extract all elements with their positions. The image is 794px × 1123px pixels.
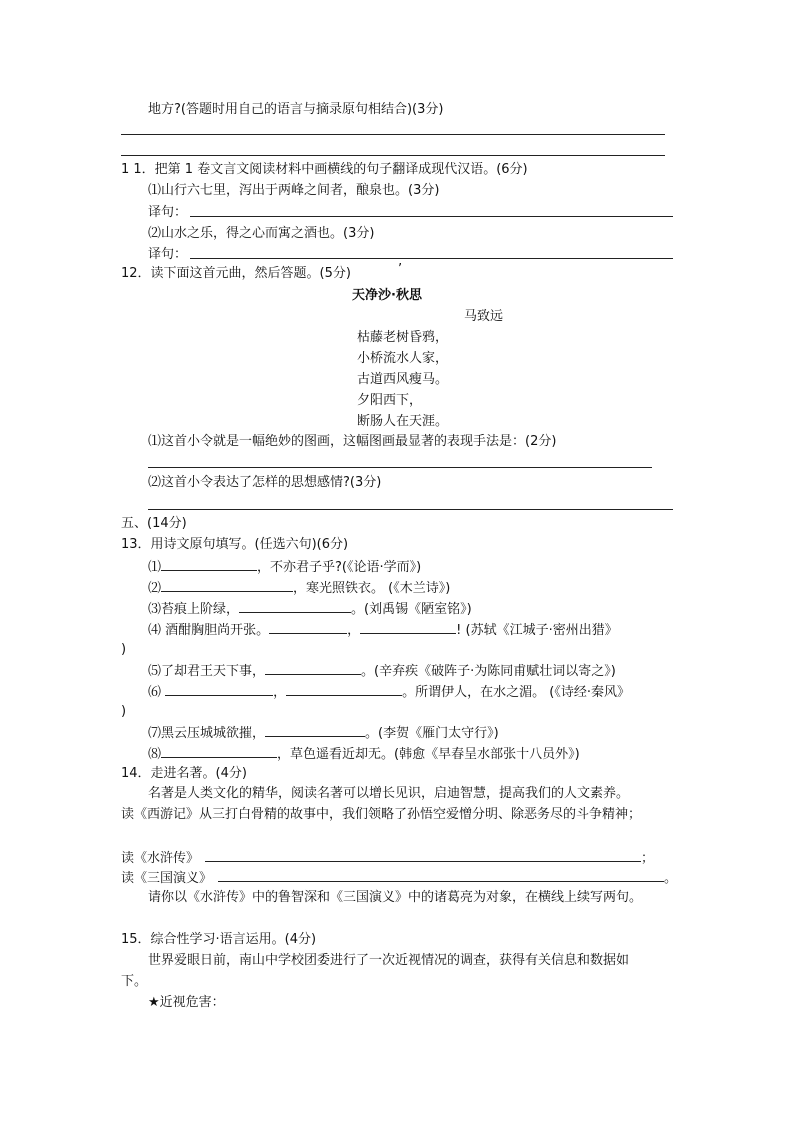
q12-title: 12．读下面这首元曲，然后答题。(5分) [121,266,351,281]
q14-reading-sanguo [121,869,677,887]
poem-line: 枯藤老树昏鸦， [357,330,449,345]
item-suffix: 。(李贺《雁门太守行》) [365,726,499,741]
item-prefix: ⑷ 酒酣胸胆尚开张。 [148,623,270,638]
item-prefix: ⑵ [148,581,162,596]
item-suffix: ，草色遥看近却无。(韩愈《早春呈水部张十八员外》) [277,747,580,762]
q13-item-2 [148,579,450,597]
item-mid: ， [347,623,361,638]
answer-line[interactable] [148,509,673,510]
q12-sub-2: ⑵这首小令表达了怎样的思想感情?(3分) [148,475,382,490]
fill-blank[interactable] [360,621,456,634]
reading-label: 读《三国演义》 [121,871,213,886]
q13-item-3 [148,600,472,618]
fill-blank[interactable] [205,849,641,862]
item-prefix: ⑸了却君王天下事， [148,664,266,679]
translation-line-2[interactable] [190,258,673,259]
stray-mark: ’ [398,262,403,277]
answer-line[interactable] [148,467,652,468]
item-suffix: ! (苏轼《江城子·密州出猎》 [456,623,618,638]
star-icon: ★ [148,995,160,1010]
item-suffix: 。(刘禹锡《陋室铭》) [351,602,472,617]
poem-line: 小桥流水人家， [357,351,449,366]
heading-text: 近视危害： [159,995,225,1010]
item-prefix: ⑻ [148,747,162,762]
item-mid: ， [273,685,287,700]
fill-blank[interactable] [239,600,351,613]
q15-intro-wrap: 下。 [121,974,148,989]
poem-line: 断肠人在天涯。 [357,414,449,429]
q11-title: 1 1．把第 1 卷文言文阅读材料中画横线的句子翻译成现代汉语。(6分) [121,162,528,177]
q14-instruction: 请你以《水浒传》中的鲁智深和《三国演义》中的诸葛亮为对象，在横线上续写两句。 [148,890,643,905]
q15-title: 15．综合性学习·语言运用。(4分) [121,932,317,947]
item-prefix: ⑹ [148,685,166,700]
fill-blank[interactable] [161,579,293,592]
section-5-title: 五、(14分) [121,516,187,531]
fill-blank[interactable] [161,558,257,571]
q14-title: 14．走进名著。(4分) [121,766,247,781]
q15-intro: 世界爱眼日前，南山中学校团委进行了一次近视情况的调查，获得有关信息和数据如 [148,953,630,968]
q13-item-1 [148,558,421,576]
q13-title: 13．用诗文原句填写。(任选六句)(6分) [121,537,349,552]
q13-item-7 [148,724,499,742]
fill-blank[interactable] [161,745,277,758]
q10-tail-text: 地方?(答题时用自己的语言与摘录原句相结合)(3分) [148,102,444,117]
answer-line[interactable] [121,134,665,135]
q11-label-1: 译句： [148,205,188,220]
reading-end: ； [641,851,655,866]
q11-sentence-1: ⑴山行六七里，泻出于两峰之间者，酿泉也。(3分) [148,183,440,198]
q11-sentence-2: ⑵山水之乐，得之心而寓之酒也。(3分) [148,226,375,241]
q13-item-4 [148,621,618,639]
q13-item-8 [148,745,580,763]
reading-label: 读《水浒传》 [121,851,200,866]
q13-item-6 [148,683,630,701]
q12-sub-1: ⑴这首小令就是一幅绝妙的图画，这幅图画最显著的表现手法是：(2分) [148,434,557,449]
fill-blank[interactable] [265,662,361,675]
q13-item-5 [148,662,616,680]
answer-line[interactable] [121,155,665,156]
item-suffix: ，寒光照铁衣。 (《木兰诗》) [293,581,451,596]
fill-blank[interactable] [269,621,347,634]
translation-line-1[interactable] [190,216,673,217]
item-prefix: ⑶苔痕上阶绿， [148,602,240,617]
poem-title: 天净沙·秋思 [352,288,422,303]
fill-blank[interactable] [165,683,273,696]
q13-item-6-wrap: ) [121,704,127,719]
q13-item-4-wrap: ) [121,642,127,657]
q14-intro: 名著是人类文化的精华，阅读名著可以增长见识，启迪智慧，提高我们的人文素养。 [148,786,630,801]
fill-blank[interactable] [265,724,365,737]
q14-example: 读《西游记》从三打白骨精的故事中，我们领略了孙悟空爱憎分明、除恶务尽的斗争精神； [121,807,642,822]
q15-heading-myopia-harm [148,995,225,1011]
item-suffix: 。所谓伊人，在水之湄。 (《诗经·秦风》 [402,685,630,700]
poem-line: 古道西风瘦马。 [357,372,449,387]
poem-author: 马致远 [464,309,504,324]
item-suffix: ，不亦君子乎?(《论语·学而》) [257,560,422,575]
q14-reading-shuihu [121,849,654,867]
item-prefix: ⑴ [148,560,162,575]
poem-line: 夕阳西下， [357,393,423,408]
reading-end: 。 [664,871,678,886]
q11-label-2: 译句： [148,247,188,262]
fill-blank[interactable] [218,869,664,882]
fill-blank[interactable] [286,683,402,696]
item-suffix: 。(辛弃疾《破阵子·为陈同甫赋壮词以寄之》) [361,664,616,679]
item-prefix: ⑺黑云压城城欲摧， [148,726,266,741]
